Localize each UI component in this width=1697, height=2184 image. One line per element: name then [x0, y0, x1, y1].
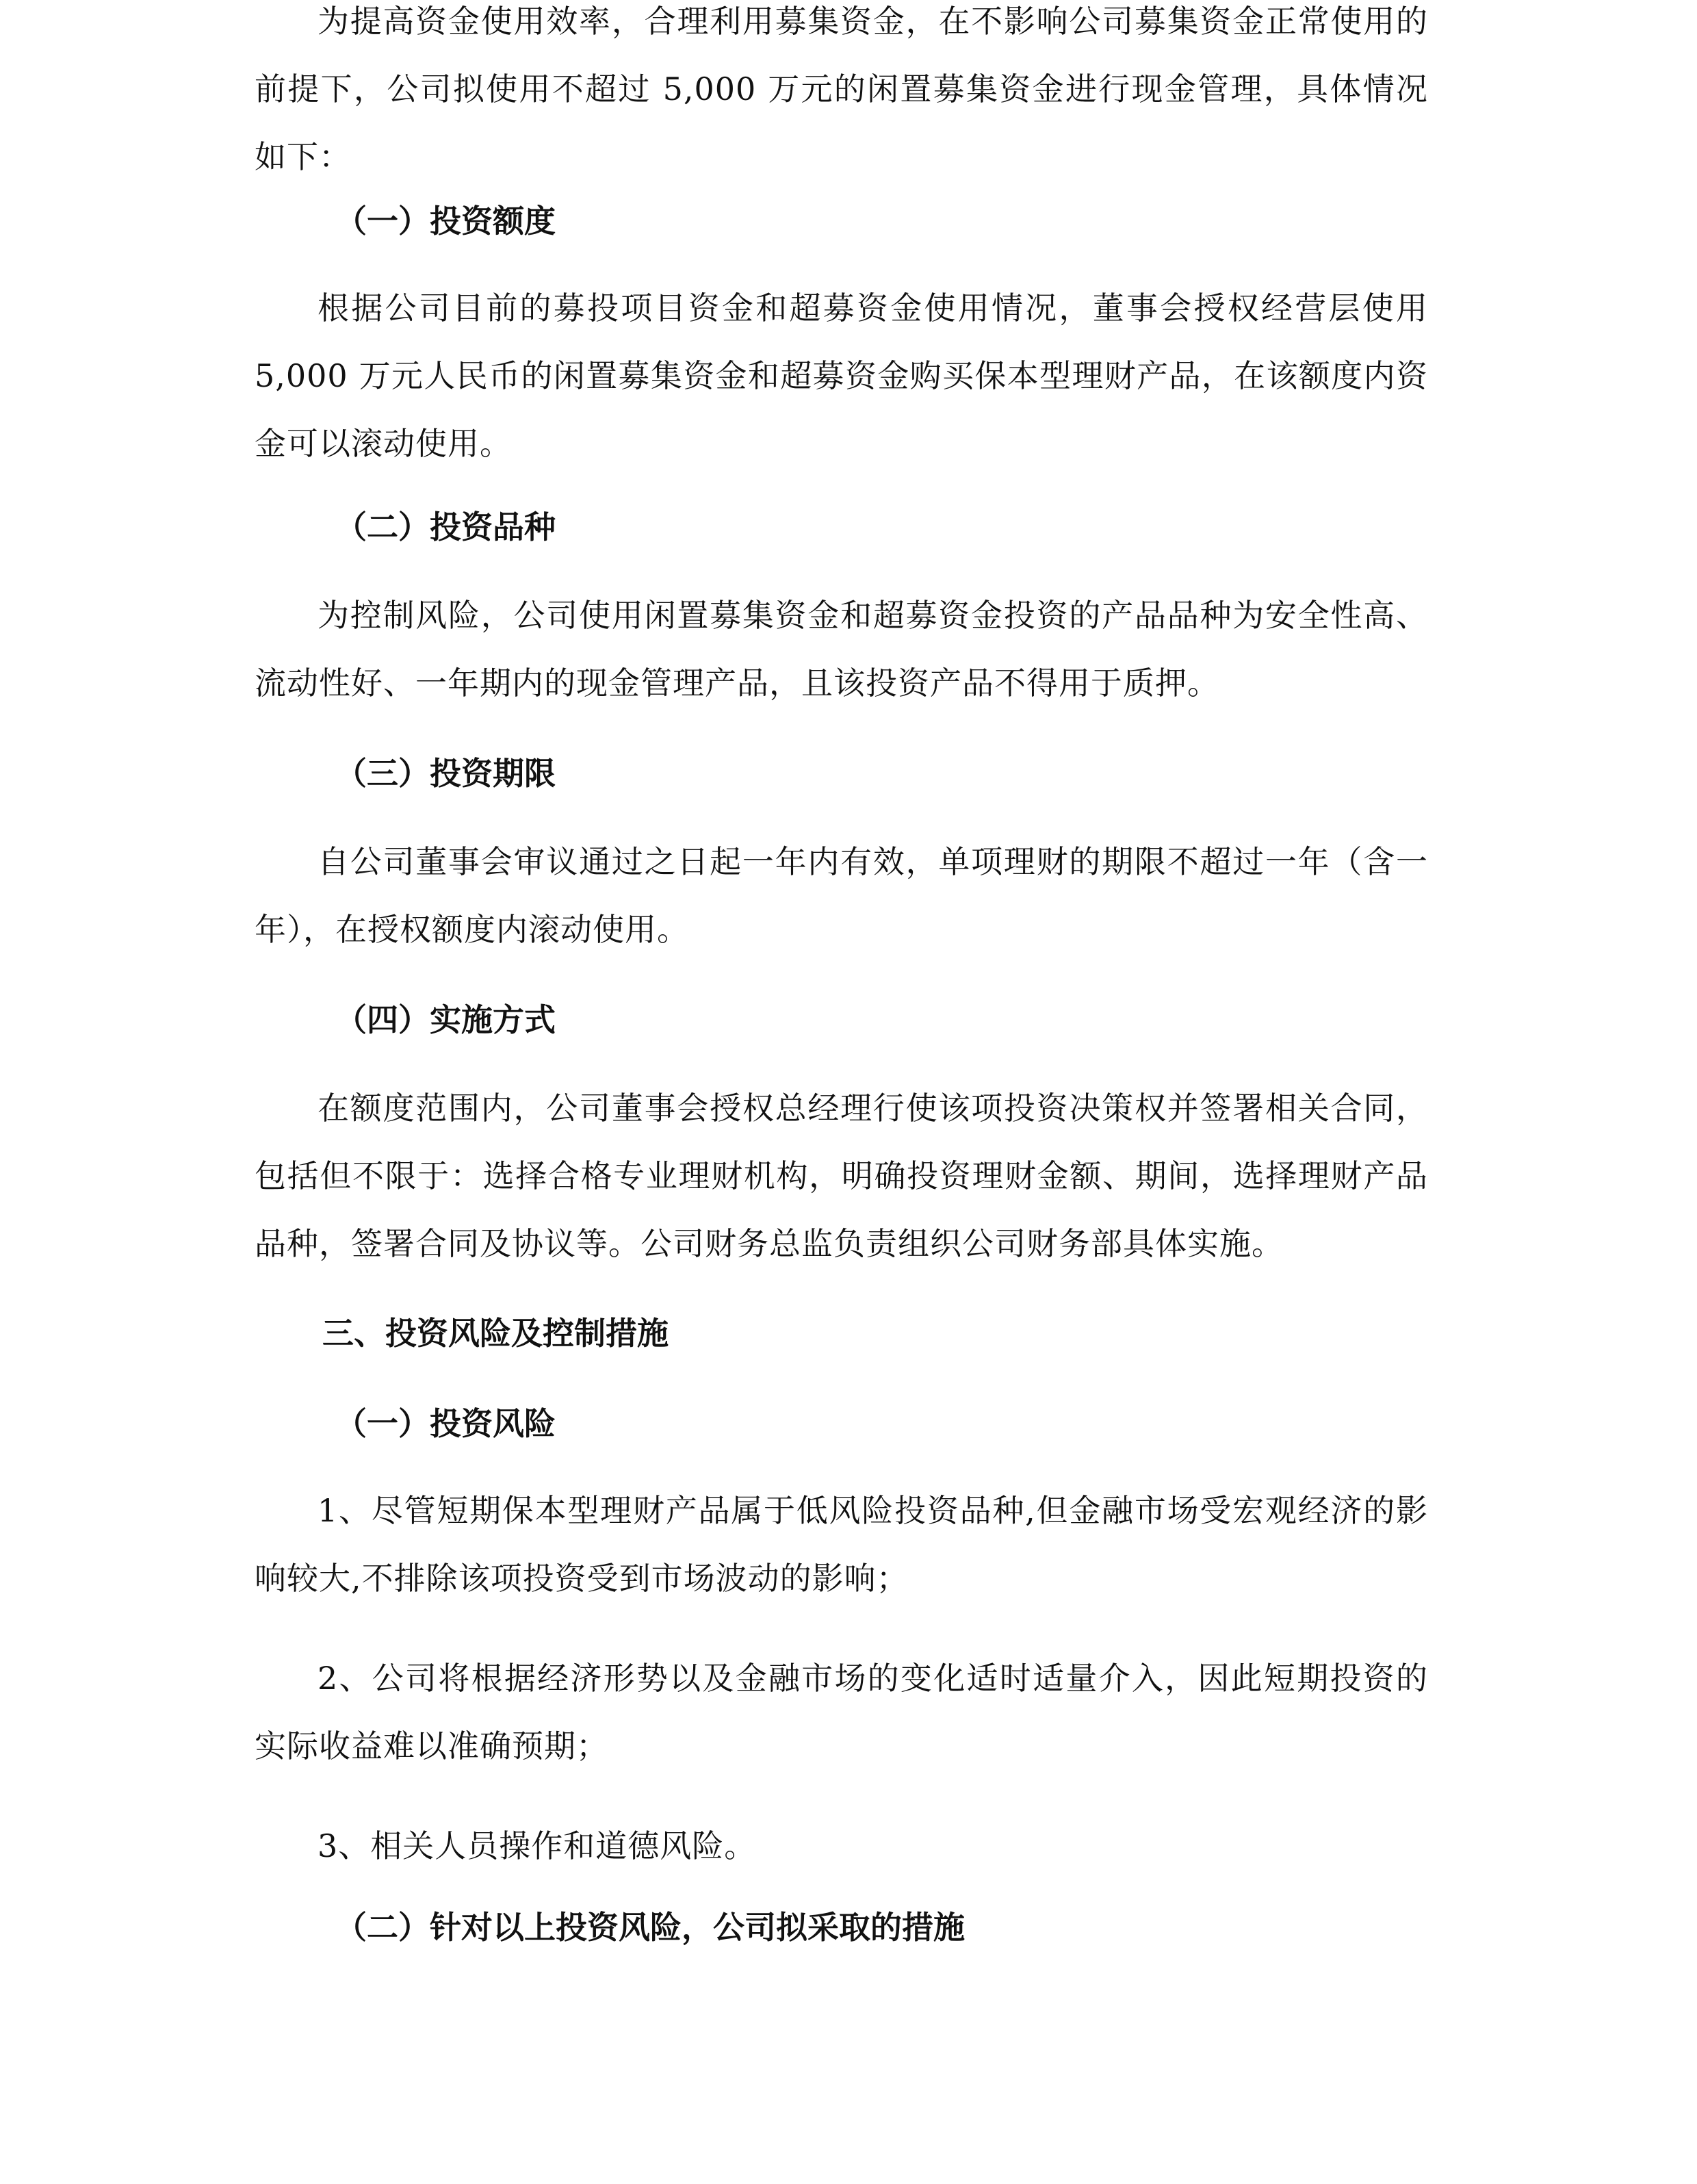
section-body-type: 为控制风险，公司使用闲置募集资金和超募资金投资的产品品种为安全性高、流动性好、一年期内的现金管理产品，且该投资产品不得用于质押。 [255, 597, 1428, 702]
risk-item-1: 1、尽管短期保本型理财产品属于低风险投资品种,但金融市场受宏观经济的影响较大,不排除该项投资受到市场波动的影响； [255, 1492, 1428, 1597]
section-heading-type: （二）投资品种 [335, 509, 556, 545]
intro-paragraph: 为提高资金使用效率，合理利用募集资金，在不影响公司募集资金正常使用的前提下，公司拟使用不超过 5,000 万元的闲置募集资金进行现金管理，具体情况如下： [255, 3, 1428, 175]
measures-heading: （二）针对以上投资风险，公司拟采取的措施 [335, 1909, 965, 1946]
part-three-heading: 三、投资风险及控制措施 [322, 1315, 669, 1352]
section-body-implementation: 在额度范围内，公司董事会授权总经理行使该项投资决策权并签署相关合同，包括但不限于：选择合格专业理财机构，明确投资理财金额、期间，选择理财产品品种，签署合同及协议等。公司财务总监负责组织公司财务部具体实施。 [255, 1090, 1428, 1262]
risk-item-3: 3、相关人员操作和道德风险。 [318, 1827, 757, 1864]
section-heading-term: （三）投资期限 [335, 755, 556, 792]
section-body-amount: 根据公司目前的募投项目资金和超募资金使用情况，董事会授权经营层使用 5,000 万元人民币的闲置募集资金和超募资金购买保本型理财产品，在该额度内资金可以滚动使用。 [255, 290, 1428, 462]
risk-item-2: 2、公司将根据经济形势以及金融市场的变化适时适量介入，因此短期投资的实际收益难以准确预期； [255, 1660, 1428, 1764]
section-body-term: 自公司董事会审议通过之日起一年内有效，单项理财的期限不超过一年（含一年），在授权额度内滚动使用。 [255, 843, 1428, 948]
section-heading-implementation: （四）实施方式 [335, 1001, 556, 1038]
section-heading-amount: （一）投资额度 [335, 203, 556, 240]
risk-heading: （一）投资风险 [335, 1405, 556, 1442]
